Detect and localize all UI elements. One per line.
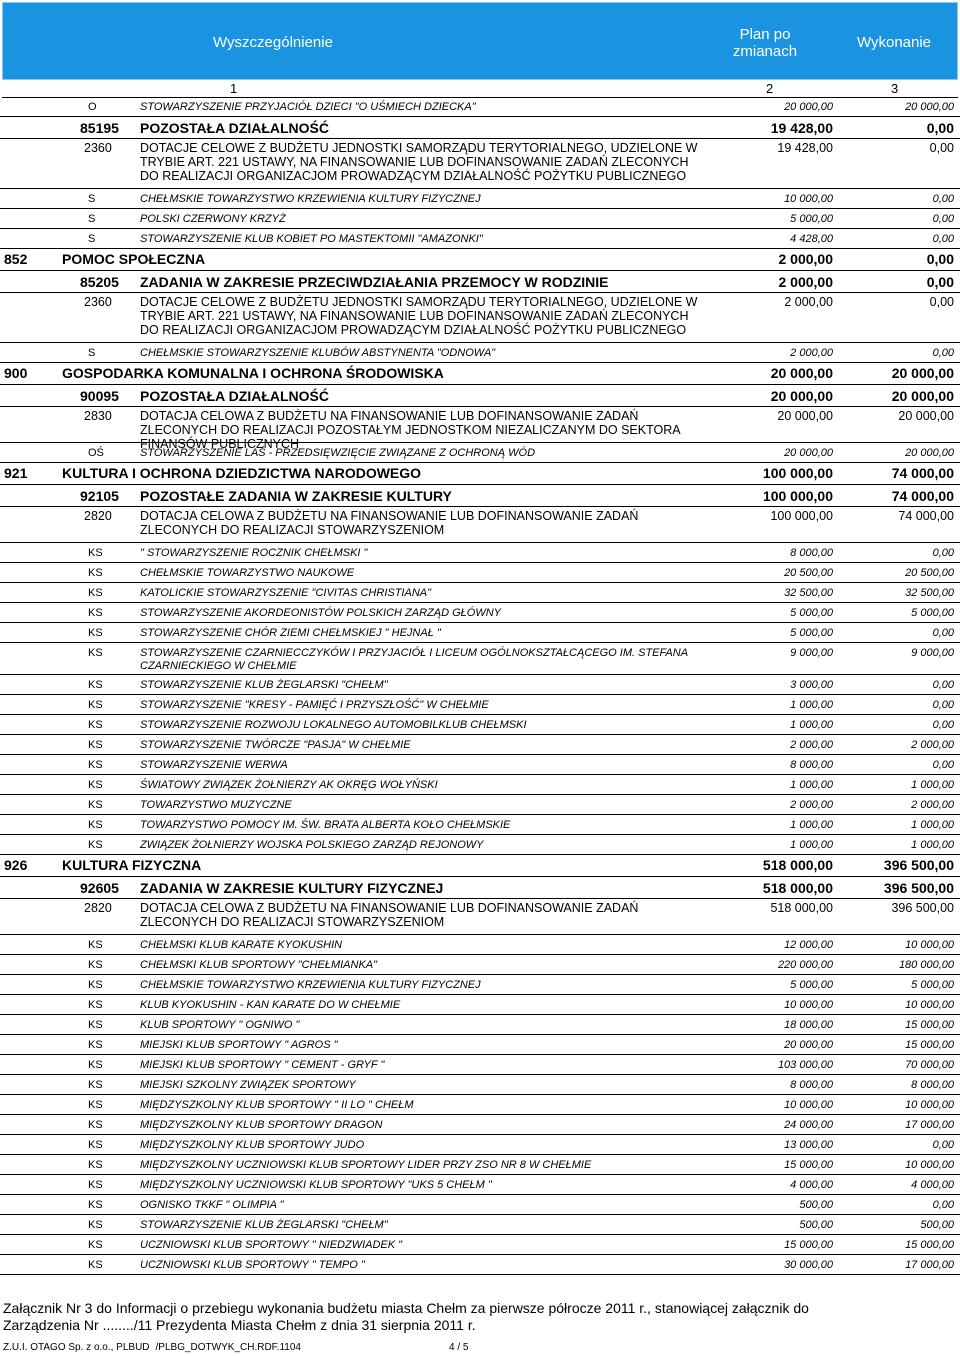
column-header-plan-line1: Plan po xyxy=(739,26,791,43)
row-description: ZADANIA W ZAKRESIE PRZECIWDZIAŁANIA PRZEMOCY W RODZINIE xyxy=(140,274,609,290)
row-execution-value: 15 000,00 xyxy=(905,1239,954,1251)
row-description: STOWARZYSZENIE KLUB ŻEGLARSKI "CHEŁM" xyxy=(140,679,388,691)
table-body xyxy=(0,97,960,1275)
row-plan-value: 2 000,00 xyxy=(778,251,833,267)
row-execution-value: 8 000,00 xyxy=(911,1079,954,1091)
row-execution-value: 32 500,00 xyxy=(905,587,954,599)
row-code: KS xyxy=(88,1019,103,1031)
row-description: DOTACJE CELOWE Z BUDŻETU JEDNOSTKI SAMORZĄDU TERYTORIALNEGO, UDZIELONE W TRYBIE ART. 221 USTAWY, NA FINANSOWANIE LUB DOFINANSOWANIE ZADAŃ ZLECONYCH DO REALIZACJI ORGANIZACJOM PROWADZĄCYM DZIAŁALNOŚĆ POŻYTKU PUBLICZNEGO xyxy=(140,295,698,337)
row-execution-value: 396 500,00 xyxy=(891,901,954,915)
row-execution-value: 20 000,00 xyxy=(891,388,954,404)
row-execution-value: 15 000,00 xyxy=(905,1019,954,1031)
row-plan-value: 32 500,00 xyxy=(784,587,833,599)
row-description: OGNISKO TKKF " OLIMPIA " xyxy=(140,1199,284,1211)
row-plan-value: 5 000,00 xyxy=(790,213,833,225)
row-description: MIĘDZYSZKOLNY UCZNIOWSKI KLUB SPORTOWY LIDER PRZY ZSO NR 8 W CHEŁMIE xyxy=(140,1159,592,1171)
row-plan-value: 518 000,00 xyxy=(762,880,833,896)
row-plan-value: 4 428,00 xyxy=(790,233,833,245)
row-description: POZOSTAŁA DZIAŁALNOŚĆ xyxy=(140,388,329,404)
row-execution-value: 0,00 xyxy=(932,679,954,691)
row-execution-value: 0,00 xyxy=(932,213,954,225)
row-description: STOWARZYSZENIE CZARNIECCZYKÓW I PRZYJACIÓŁ I LICEUM OGÓLNOKSZTAŁCĄCEGO IM. STEFANA CZARNIECKIEGO W CHEŁMIE xyxy=(140,647,688,672)
table-row xyxy=(0,735,960,755)
table-row xyxy=(0,443,960,463)
row-plan-value: 500,00 xyxy=(799,1199,833,1211)
row-code: KS xyxy=(88,819,103,831)
row-code: OŚ xyxy=(88,447,104,459)
row-execution-value: 10 000,00 xyxy=(905,999,954,1011)
row-description: DOTACJA CELOWA Z BUDŻETU NA FINANSOWANIE LUB DOFINANSOWANIE ZADAŃ ZLECONYCH DO REALIZACJI POZOSTAŁYM JEDNOSTKOM NIEZALICZANYM DO SEKTORA FINANSÓW PUBLICZNYCH xyxy=(140,409,680,451)
row-code: KS xyxy=(88,799,103,811)
row-execution-value: 0,00 xyxy=(929,141,954,155)
table-row xyxy=(0,815,960,835)
row-execution-value: 0,00 xyxy=(932,347,954,359)
table-row xyxy=(0,795,960,815)
row-description: DOTACJE CELOWE Z BUDŻETU JEDNOSTKI SAMORZĄDU TERYTORIALNEGO, UDZIELONE W TRYBIE ART. 221 USTAWY, NA FINANSOWANIE LUB DOFINANSOWANIE ZADAŃ ZLECONYCH DO REALIZACJI ORGANIZACJOM PROWADZĄCYM DZIAŁALNOŚĆ POŻYTKU PUBLICZNEGO xyxy=(140,141,698,183)
table-row xyxy=(0,385,960,407)
row-code: KS xyxy=(88,679,103,691)
row-plan-value: 103 000,00 xyxy=(777,1059,833,1071)
row-description: DOTACJA CELOWA Z BUDŻETU NA FINANSOWANIE LUB DOFINANSOWANIE ZADAŃ ZLECONYCH DO REALIZACJI STOWARZYSZENIOM xyxy=(140,509,639,537)
row-code: 2360 xyxy=(84,295,112,309)
row-plan-value: 18 000,00 xyxy=(784,1019,833,1031)
row-description: KLUB SPORTOWY " OGNIWO " xyxy=(140,1019,300,1031)
row-description: CHEŁMSKIE TOWARZYSTWO KRZEWIENIA KULTURY FIZYCZNEJ xyxy=(140,979,481,991)
row-plan-value: 5 000,00 xyxy=(790,979,833,991)
row-description: DOTACJA CELOWA Z BUDŻETU NA FINANSOWANIE LUB DOFINANSOWANIE ZADAŃ ZLECONYCH DO REALIZACJI STOWARZYSZENIOM xyxy=(140,901,639,929)
row-description: POZOSTAŁE ZADANIA W ZAKRESIE KULTURY xyxy=(140,488,452,504)
row-execution-value: 396 500,00 xyxy=(883,857,954,873)
table-row xyxy=(0,363,960,385)
row-code: KS xyxy=(88,1199,103,1211)
row-description: GOSPODARKA KOMUNALNA I OCHRONA ŚRODOWISKA xyxy=(62,365,444,381)
row-plan-value: 24 000,00 xyxy=(784,1119,833,1131)
row-execution-value: 20 000,00 xyxy=(898,409,954,423)
row-execution-value: 17 000,00 xyxy=(905,1119,954,1131)
table-row xyxy=(0,1175,960,1195)
row-execution-value: 17 000,00 xyxy=(905,1259,954,1271)
footer-line-2: Zarządzenia Nr ......../11 Prezydenta Miasta Chełm z dnia 31 sierpnia 2011 r. xyxy=(3,1317,476,1333)
row-code: KS xyxy=(88,1119,103,1131)
row-execution-value: 0,00 xyxy=(926,251,954,267)
footer-note xyxy=(3,1300,953,1334)
row-code: 921 xyxy=(4,465,28,481)
table-row xyxy=(0,117,960,139)
row-plan-value: 100 000,00 xyxy=(762,488,833,504)
row-execution-value: 0,00 xyxy=(932,627,954,639)
row-code: KS xyxy=(88,1139,103,1151)
row-execution-value: 20 000,00 xyxy=(905,447,954,459)
column-numbers xyxy=(2,80,958,98)
row-plan-value: 20 000,00 xyxy=(777,409,833,423)
row-code: KS xyxy=(88,1079,103,1091)
table-row xyxy=(0,855,960,877)
row-code: KS xyxy=(88,719,103,731)
row-code: 85205 xyxy=(80,274,119,290)
column-header-description: Wyszczególnienie xyxy=(213,34,333,51)
row-code: KS xyxy=(88,1039,103,1051)
row-plan-value: 518 000,00 xyxy=(762,857,833,873)
table-row xyxy=(0,755,960,775)
column-number-1: 1 xyxy=(230,81,238,96)
table-row xyxy=(0,935,960,955)
row-plan-value: 518 000,00 xyxy=(770,901,833,915)
row-plan-value: 500,00 xyxy=(799,1219,833,1231)
row-execution-value: 0,00 xyxy=(932,193,954,205)
row-code: KS xyxy=(88,1179,103,1191)
row-code: KS xyxy=(88,607,103,619)
row-execution-value: 0,00 xyxy=(932,233,954,245)
row-description: STOWARZYSZENIE WERWA xyxy=(140,759,288,771)
row-execution-value: 0,00 xyxy=(932,1199,954,1211)
row-code: KS xyxy=(88,839,103,851)
table-row xyxy=(0,543,960,563)
row-code: KS xyxy=(88,699,103,711)
table-row xyxy=(0,675,960,695)
table-row xyxy=(0,623,960,643)
row-execution-value: 180 000,00 xyxy=(898,959,954,971)
row-execution-value: 74 000,00 xyxy=(891,465,954,481)
row-description: STOWARZYSZENIE CHÓR ZIEMI CHEŁMSKIEJ " HEJNAŁ " xyxy=(140,627,441,639)
row-plan-value: 2 000,00 xyxy=(790,347,833,359)
row-description: MIEJSKI KLUB SPORTOWY " CEMENT - GRYF " xyxy=(140,1059,385,1071)
row-code: 852 xyxy=(4,251,28,267)
row-description: MIĘDZYSZKOLNY KLUB SPORTOWY DRAGON xyxy=(140,1119,383,1131)
table-row xyxy=(0,271,960,293)
row-description: KLUB KYOKUSHIN - KAN KARATE DO W CHEŁMIE xyxy=(140,999,401,1011)
row-code: KS xyxy=(88,759,103,771)
row-description: ZADANIA W ZAKRESIE KULTURY FIZYCZNEJ xyxy=(140,880,444,896)
row-description: KATOLICKIE STOWARZYSZENIE "CIVITAS CHRISTIANA" xyxy=(140,587,432,599)
row-plan-value: 5 000,00 xyxy=(790,607,833,619)
row-description: CHEŁMSKIE STOWARZYSZENIE KLUBÓW ABSTYNENTA "ODNOWA" xyxy=(140,347,496,359)
row-plan-value: 10 000,00 xyxy=(784,193,833,205)
table-row xyxy=(0,139,960,189)
table-row xyxy=(0,695,960,715)
row-code: S xyxy=(88,213,96,225)
column-header-plan-line2: zmianach xyxy=(732,43,798,60)
table-row xyxy=(0,343,960,363)
row-code: KS xyxy=(88,959,103,971)
table-row xyxy=(0,407,960,451)
row-code: KS xyxy=(88,567,103,579)
row-plan-value: 8 000,00 xyxy=(790,759,833,771)
row-execution-value: 2 000,00 xyxy=(911,799,954,811)
row-code: 92105 xyxy=(80,488,119,504)
row-execution-value: 2 000,00 xyxy=(911,739,954,751)
table-row xyxy=(0,1035,960,1055)
row-plan-value: 1 000,00 xyxy=(790,779,833,791)
row-execution-value: 500,00 xyxy=(920,1219,954,1231)
row-code: KS xyxy=(88,999,103,1011)
row-plan-value: 100 000,00 xyxy=(770,509,833,523)
row-description: STOWARZYSZENIE AKORDEONISTÓW POLSKICH ZARZĄD GŁÓWNY xyxy=(140,607,502,619)
row-execution-value: 20 000,00 xyxy=(891,365,954,381)
row-description: STOWARZYSZENIE "KRESY - PAMIĘĆ I PRZYSZŁOŚĆ" W CHEŁMIE xyxy=(140,699,489,711)
table-row xyxy=(0,1255,960,1275)
table-row xyxy=(0,995,960,1015)
table-row xyxy=(0,1195,960,1215)
table-row xyxy=(0,97,960,117)
row-code: O xyxy=(88,101,97,113)
row-code: 2360 xyxy=(84,141,112,155)
row-plan-value: 20 500,00 xyxy=(784,567,833,579)
row-description: POZOSTAŁA DZIAŁALNOŚĆ xyxy=(140,120,329,136)
row-execution-value: 0,00 xyxy=(932,699,954,711)
row-description: CHEŁMSKIE TOWARZYSTWO NAUKOWE xyxy=(140,567,355,579)
footer-line-1: Załącznik Nr 3 do Informacji o przebiegu wykonania budżetu miasta Chełm za pierwsze półrocze 2011 r., stanowiącej załącznik do xyxy=(3,1300,809,1316)
row-execution-value: 0,00 xyxy=(929,295,954,309)
column-number-3: 3 xyxy=(891,81,899,96)
row-plan-value: 10 000,00 xyxy=(784,999,833,1011)
footer-report-id: /PLBG_DOTWYK_CH.RDF.1104 xyxy=(155,1342,301,1353)
row-code: KS xyxy=(88,739,103,751)
row-description: " STOWARZYSZENIE ROCZNIK CHEŁMSKI " xyxy=(140,547,368,559)
row-execution-value: 1 000,00 xyxy=(911,819,954,831)
row-code: S xyxy=(88,233,96,245)
row-plan-value: 15 000,00 xyxy=(784,1159,833,1171)
row-description: TOWARZYSTWO POMOCY IM. ŚW. BRATA ALBERTA KOŁO CHEŁMSKIE xyxy=(140,819,511,831)
row-description: ZWIĄZEK ŻOŁNIERZY WOJSKA POLSKIEGO ZARZĄD REJONOWY xyxy=(140,839,484,851)
column-header-plan xyxy=(715,26,815,60)
row-execution-value: 5 000,00 xyxy=(911,979,954,991)
row-plan-value: 220 000,00 xyxy=(777,959,833,971)
row-execution-value: 0,00 xyxy=(926,274,954,290)
table-row xyxy=(0,249,960,271)
row-plan-value: 1 000,00 xyxy=(790,699,833,711)
row-code: KS xyxy=(88,939,103,951)
row-execution-value: 74 000,00 xyxy=(891,488,954,504)
page-number: 4 / 5 xyxy=(449,1342,469,1353)
row-code: S xyxy=(88,347,96,359)
table-row xyxy=(0,1015,960,1035)
row-execution-value: 1 000,00 xyxy=(911,839,954,851)
column-header-execution: Wykonanie xyxy=(856,34,932,51)
row-plan-value: 30 000,00 xyxy=(784,1259,833,1271)
row-execution-value: 0,00 xyxy=(932,759,954,771)
footer-producer xyxy=(3,1342,307,1353)
table-row xyxy=(0,1075,960,1095)
row-plan-value: 2 000,00 xyxy=(790,739,833,751)
row-plan-value: 5 000,00 xyxy=(790,627,833,639)
row-plan-value: 20 000,00 xyxy=(784,1039,833,1051)
row-plan-value: 10 000,00 xyxy=(784,1099,833,1111)
row-code: KS xyxy=(88,1239,103,1251)
table-header xyxy=(2,2,958,80)
row-plan-value: 9 000,00 xyxy=(790,647,833,659)
row-plan-value: 8 000,00 xyxy=(790,547,833,559)
table-row xyxy=(0,975,960,995)
row-code: KS xyxy=(88,1219,103,1231)
table-row xyxy=(0,583,960,603)
table-row xyxy=(0,1155,960,1175)
table-row xyxy=(0,715,960,735)
row-execution-value: 0,00 xyxy=(932,1139,954,1151)
row-plan-value: 20 000,00 xyxy=(770,388,833,404)
table-row xyxy=(0,485,960,507)
row-execution-value: 0,00 xyxy=(932,547,954,559)
table-row xyxy=(0,229,960,249)
row-plan-value: 8 000,00 xyxy=(790,1079,833,1091)
footer-producer-name: Z.U.I. OTAGO Sp. z o.o., PLBUD xyxy=(3,1342,150,1353)
table-row xyxy=(0,835,960,855)
row-execution-value: 20 500,00 xyxy=(905,567,954,579)
row-description: STOWARZYSZENIE TWÓRCZE "PASJA" W CHEŁMIE xyxy=(140,739,411,751)
row-execution-value: 1 000,00 xyxy=(911,779,954,791)
table-row xyxy=(0,1235,960,1255)
row-execution-value: 5 000,00 xyxy=(911,607,954,619)
table-row xyxy=(0,1215,960,1235)
row-plan-value: 13 000,00 xyxy=(784,1139,833,1151)
row-execution-value: 0,00 xyxy=(926,120,954,136)
table-row xyxy=(0,1115,960,1135)
row-description: KULTURA I OCHRONA DZIEDZICTWA NARODOWEGO xyxy=(62,465,422,481)
table-row xyxy=(0,189,960,209)
row-code: KS xyxy=(88,1099,103,1111)
row-code: 900 xyxy=(4,365,28,381)
row-description: MIĘDZYSZKOLNY UCZNIOWSKI KLUB SPORTOWY "UKS 5 CHEŁM " xyxy=(140,1179,492,1191)
row-description: UCZNIOWSKI KLUB SPORTOWY " TEMPO " xyxy=(140,1259,365,1271)
row-plan-value: 1 000,00 xyxy=(790,819,833,831)
row-code: KS xyxy=(88,1059,103,1071)
row-code: 926 xyxy=(4,857,28,873)
table-row xyxy=(0,603,960,623)
row-code: 85195 xyxy=(80,120,119,136)
row-execution-value: 15 000,00 xyxy=(905,1039,954,1051)
row-plan-value: 19 428,00 xyxy=(770,120,833,136)
row-description: MIEJSKI KLUB SPORTOWY " AGROS " xyxy=(140,1039,338,1051)
row-description: CHEŁMSKI KLUB KARATE KYOKUSHIN xyxy=(140,939,343,951)
row-description: STOWARZYSZENIE KLUB KOBIET PO MASTEKTOMII "AMAZONKI" xyxy=(140,233,483,245)
row-description: STOWARZYSZENIE LAŚ - PRZEDSIĘWZIĘCIE ZWIĄZANE Z OCHRONĄ WÓD xyxy=(140,447,536,459)
row-execution-value: 0,00 xyxy=(932,719,954,731)
table-row xyxy=(0,877,960,899)
row-plan-value: 2 000,00 xyxy=(790,799,833,811)
row-execution-value: 4 000,00 xyxy=(911,1179,954,1191)
row-plan-value: 100 000,00 xyxy=(762,465,833,481)
row-code: 2830 xyxy=(84,409,112,423)
table-row xyxy=(0,775,960,795)
row-description: MIEJSKI SZKOLNY ZWIĄZEK SPORTOWY xyxy=(140,1079,356,1091)
row-execution-value: 74 000,00 xyxy=(898,509,954,523)
table-row xyxy=(0,293,960,343)
row-description: CHEŁMSKI KLUB SPORTOWY "CHEŁMIANKA" xyxy=(140,959,378,971)
row-execution-value: 10 000,00 xyxy=(905,1099,954,1111)
row-plan-value: 20 000,00 xyxy=(770,365,833,381)
row-code: KS xyxy=(88,587,103,599)
row-plan-value: 20 000,00 xyxy=(784,447,833,459)
table-row xyxy=(0,209,960,229)
row-description: STOWARZYSZENIE KLUB ŻEGLARSKI "CHEŁM" xyxy=(140,1219,388,1231)
row-code: KS xyxy=(88,647,103,659)
row-code: KS xyxy=(88,779,103,791)
row-description: STOWARZYSZENIE PRZYJACIÓŁ DZIECI "O UŚMIECH DZIECKA" xyxy=(140,101,476,113)
row-description: CHEŁMSKIE TOWARZYSTWO KRZEWIENIA KULTURY FIZYCZNEJ xyxy=(140,193,481,205)
row-code: KS xyxy=(88,1159,103,1171)
table-row xyxy=(0,643,960,675)
row-code: 2820 xyxy=(84,901,112,915)
table-row xyxy=(0,463,960,485)
row-code: 2820 xyxy=(84,509,112,523)
row-plan-value: 19 428,00 xyxy=(777,141,833,155)
row-description: UCZNIOWSKI KLUB SPORTOWY " NIEDZWIADEK " xyxy=(140,1239,403,1251)
row-plan-value: 15 000,00 xyxy=(784,1239,833,1251)
row-plan-value: 1 000,00 xyxy=(790,839,833,851)
row-description: TOWARZYSTWO MUZYCZNE xyxy=(140,799,292,811)
row-plan-value: 12 000,00 xyxy=(784,939,833,951)
row-execution-value: 396 500,00 xyxy=(883,880,954,896)
row-execution-value: 70 000,00 xyxy=(905,1059,954,1071)
column-number-2: 2 xyxy=(766,81,774,96)
row-code: 92605 xyxy=(80,880,119,896)
row-description: ŚWIATOWY ZWIĄZEK ŻOŁNIERZY AK OKRĘG WOŁYŃSKI xyxy=(140,779,438,791)
row-execution-value: 10 000,00 xyxy=(905,939,954,951)
table-row xyxy=(0,1055,960,1075)
row-plan-value: 4 000,00 xyxy=(790,1179,833,1191)
row-description: MIĘDZYSZKOLNY KLUB SPORTOWY " II LO " CHEŁM xyxy=(140,1099,414,1111)
row-plan-value: 1 000,00 xyxy=(790,719,833,731)
table-row xyxy=(0,1135,960,1155)
row-code: KS xyxy=(88,979,103,991)
row-description: MIĘDZYSZKOLNY KLUB SPORTOWY JUDO xyxy=(140,1139,365,1151)
row-code: KS xyxy=(88,627,103,639)
row-description: STOWARZYSZENIE ROZWOJU LOKALNEGO AUTOMOBILKLUB CHEŁMSKI xyxy=(140,719,527,731)
row-description: POLSKI CZERWONY KRZYŻ xyxy=(140,213,286,225)
row-plan-value: 2 000,00 xyxy=(784,295,833,309)
table-row xyxy=(0,1095,960,1115)
row-code: KS xyxy=(88,547,103,559)
row-code: 90095 xyxy=(80,388,119,404)
row-plan-value: 2 000,00 xyxy=(778,274,833,290)
row-code: KS xyxy=(88,1259,103,1271)
row-execution-value: 10 000,00 xyxy=(905,1159,954,1171)
row-execution-value: 20 000,00 xyxy=(905,101,954,113)
row-plan-value: 3 000,00 xyxy=(790,679,833,691)
table-row xyxy=(0,955,960,975)
row-description: KULTURA FIZYCZNA xyxy=(62,857,202,873)
row-code: S xyxy=(88,193,96,205)
table-row xyxy=(0,899,960,935)
table-row xyxy=(0,507,960,543)
row-description: POMOC SPOŁECZNA xyxy=(62,251,206,267)
row-plan-value: 20 000,00 xyxy=(784,101,833,113)
row-execution-value: 9 000,00 xyxy=(911,647,954,659)
table-row xyxy=(0,563,960,583)
